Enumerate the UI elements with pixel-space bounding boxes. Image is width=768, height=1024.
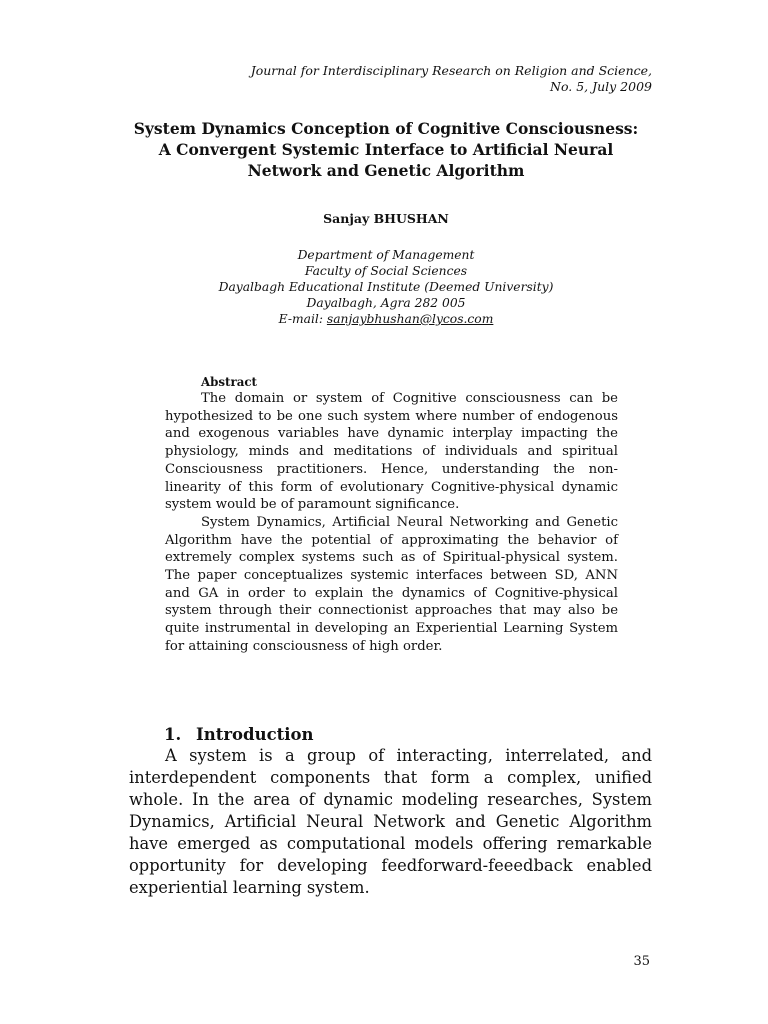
- author-name: Sanjay BHUSHAN: [323, 211, 449, 226]
- journal-header: [251, 63, 652, 95]
- abstract-paragraph-2: System Dynamics, Artificial Neural Networking and Genetic Algorithm have the potential of approximating the behavior of extremely complex systems such as of Spiritual-physical system. The paper conceptualizes systemic interfaces between SD, ANN and GA in order to explain the dynamics of Cognitive-physical system through their connectionist approaches that may also be quite instrumental in developing an Experiential Learning System for attaining consciousness of high order.: [165, 514, 618, 654]
- section-title: Introduction: [196, 725, 314, 744]
- abstract-heading: Abstract: [201, 375, 257, 389]
- abstract-section: [165, 374, 618, 656]
- journal-issue: No. 5, July 2009: [550, 79, 652, 94]
- institute: Dayalbagh Educational Institute (Deemed University): [218, 280, 554, 294]
- title-line-1: System Dynamics Conception of Cognitive Consciousness:: [133, 119, 639, 138]
- introduction-paragraph: A system is a group of interacting, interrelated, and interdependent components that form a complex, unified whole. In the area of dynamic modeling researches, System Dynamics, Artificial Neural Network and Genetic Algorithm have emerged as computational models offering remarkable opportunity for developing feedforward-feeedback enabled experiential learning system.: [129, 746, 652, 897]
- section-number: 1.: [164, 725, 182, 744]
- address: Dayalbagh, Agra 282 005: [306, 296, 466, 310]
- email-line: [100, 311, 672, 327]
- author-affiliation: [100, 247, 672, 327]
- abstract-paragraph-1: The domain or system of Cognitive consciousness can be hypothesized to be one such system where number of endogenous and exogenous variables have dynamic interplay impacting the physiology, minds and meditations of individuals and spiritual Consciousness practitioners. Hence, understanding the non-linearity of this form of evolutionary Cognitive-physical dynamic system would be of paramount significance.: [165, 391, 618, 513]
- page-number: 35: [633, 954, 650, 969]
- title-line-3: Network and Genetic Algorithm: [247, 161, 525, 180]
- introduction-body: [129, 745, 652, 899]
- email-link[interactable]: sanjaybhushan@lycos.com: [326, 312, 494, 326]
- section-heading: [164, 725, 314, 744]
- department: Department of Management: [297, 248, 475, 262]
- paper-title: [100, 118, 672, 181]
- faculty: Faculty of Social Sciences: [304, 264, 468, 278]
- journal-name: Journal for Interdisciplinary Research on Religion and Science,: [250, 63, 652, 78]
- title-line-2: A Convergent Systemic Interface to Artificial Neural: [158, 140, 614, 159]
- email-label: E-mail:: [278, 312, 327, 326]
